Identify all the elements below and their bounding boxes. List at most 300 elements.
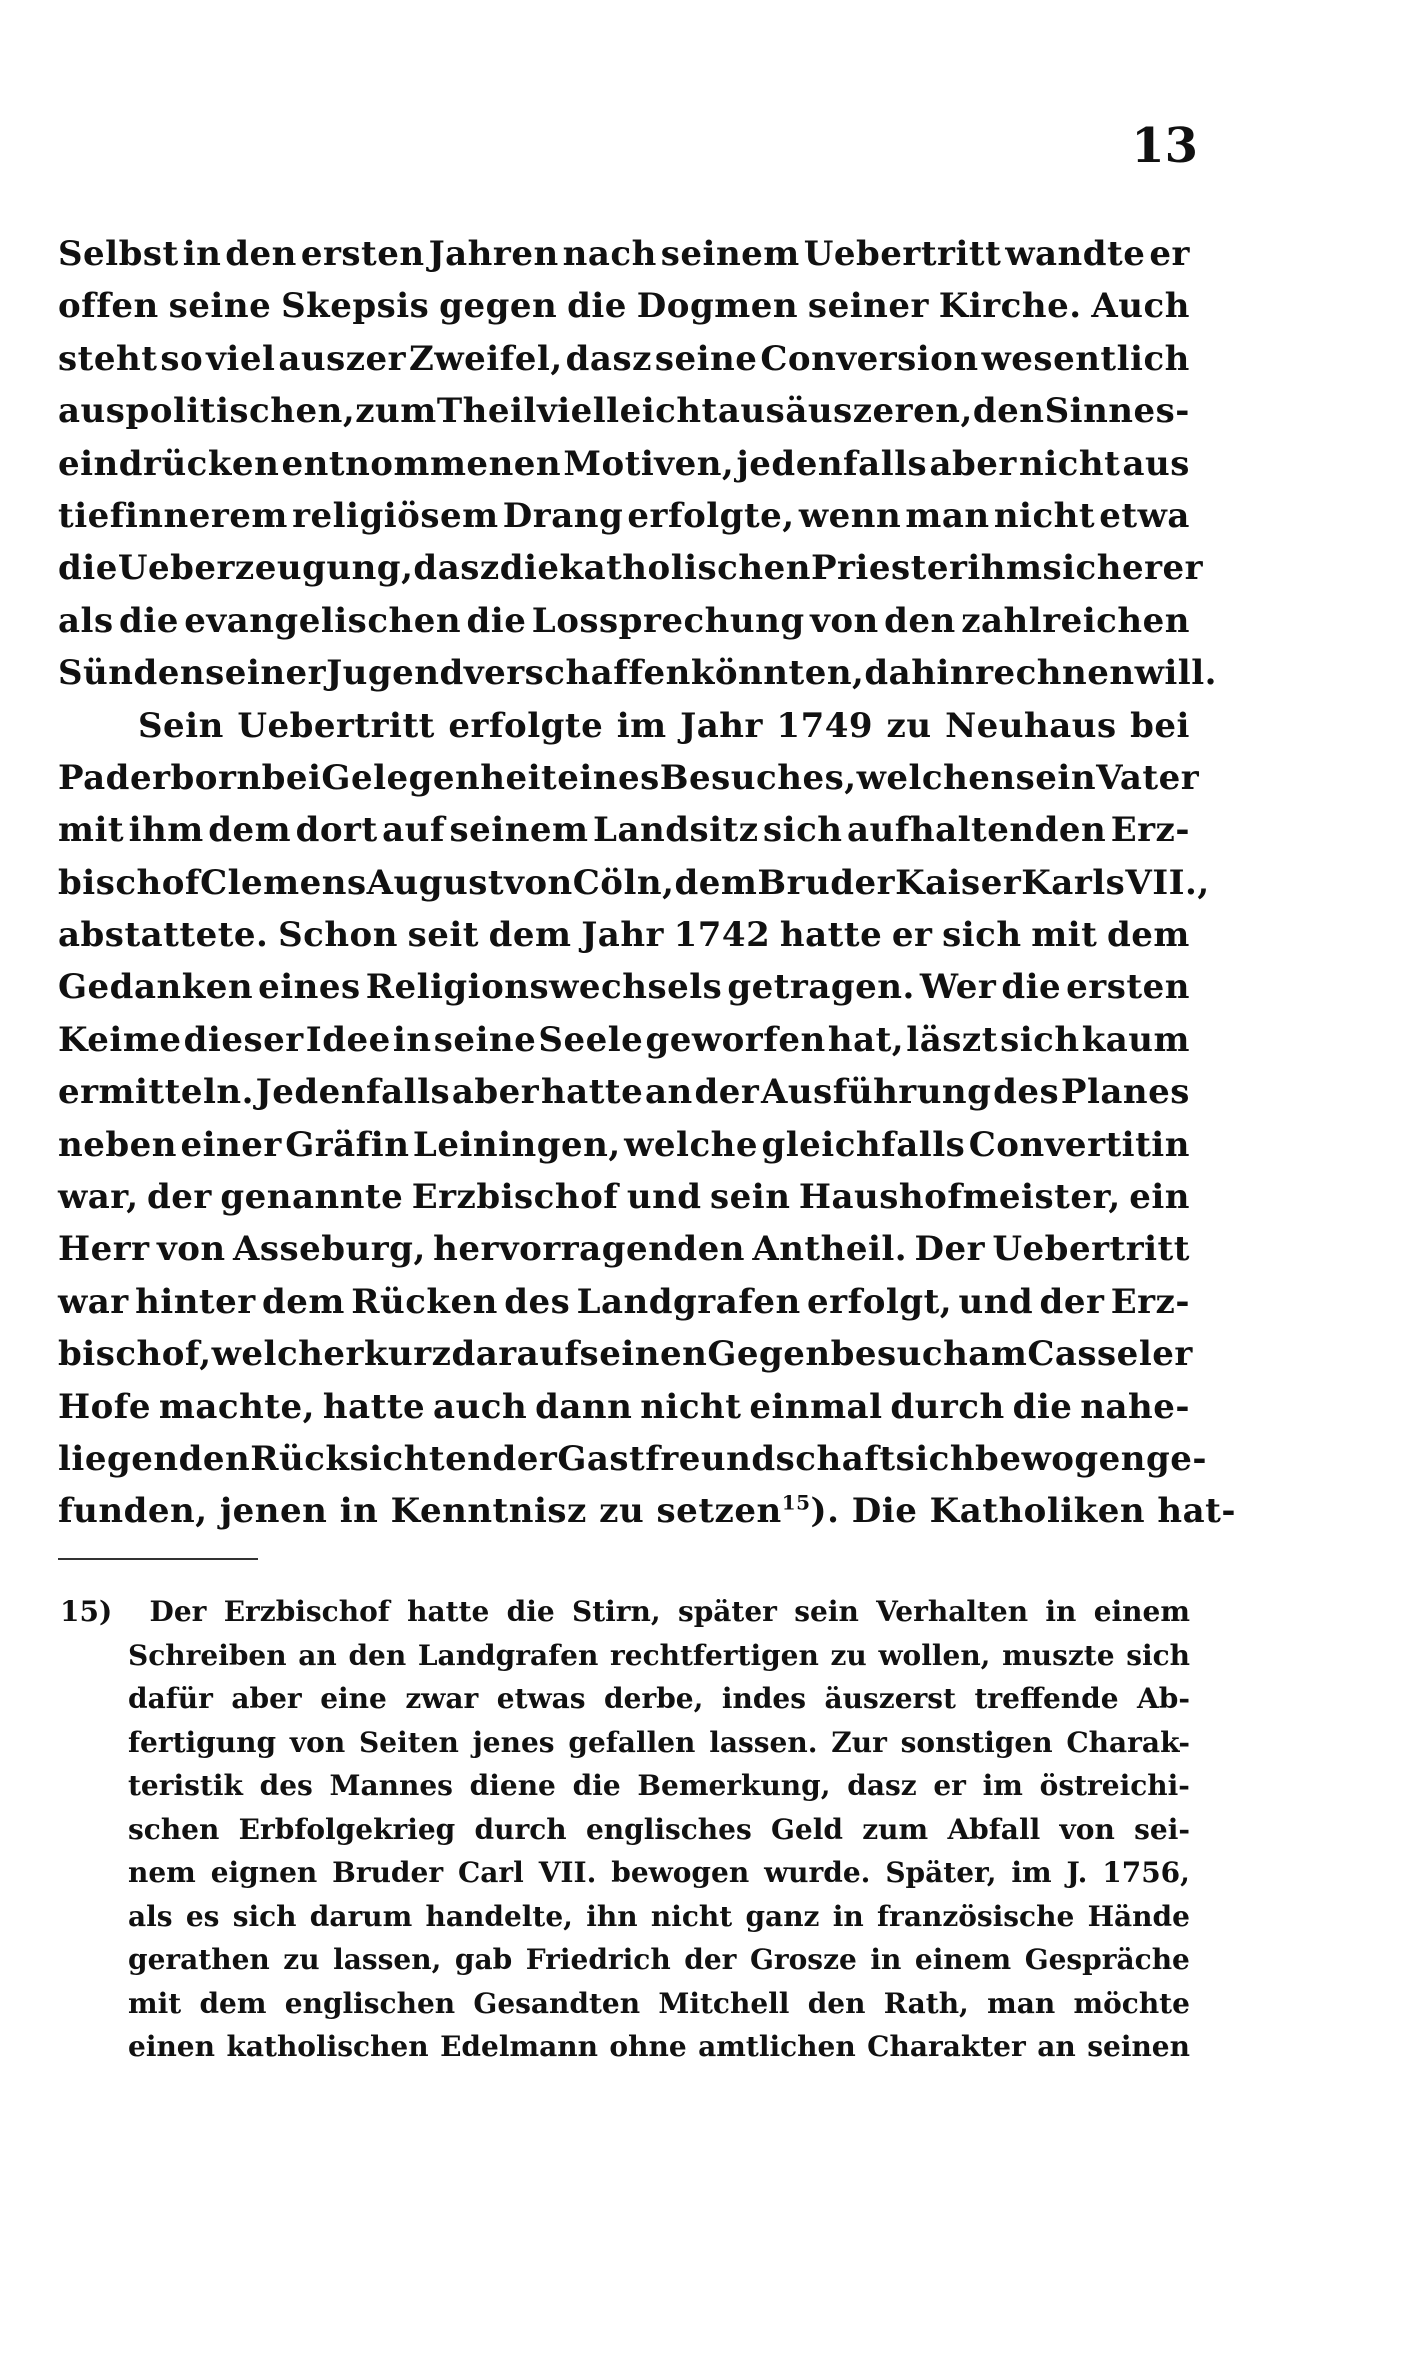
text-line [58,280,1190,332]
word: dafür [128,1682,213,1715]
word: verschaffen [463,653,691,694]
word: sich [942,915,1022,956]
word: teristik [128,1769,243,1802]
word: Vater [1096,757,1200,798]
word: hatte [407,1595,490,1628]
word: zu [886,705,932,746]
word: sich [1126,1638,1190,1672]
word: und [626,1177,702,1218]
word: der [492,1438,558,1479]
word: Uebertritt [992,1229,1190,1270]
word: hervorragenden [433,1229,745,1270]
word: Idee [305,1019,391,1060]
word: seinen [579,1334,708,1375]
word: seiner [807,286,929,327]
word: abstattete. [58,915,269,956]
word: darauf [451,1334,580,1375]
text-line [58,857,1210,909]
word: gleichfalls [761,1124,966,1165]
word: dahin [864,653,976,694]
word: Keime [58,1019,182,1060]
word: Bemerkung, [637,1769,831,1802]
word: evangelischen [184,600,462,641]
word: aus [717,391,786,432]
word: Gastfreundschaft [557,1438,896,1479]
word: seit [407,915,479,956]
word: äuszeren, [785,391,973,432]
word: seine [433,1019,537,1060]
word: seiner [205,653,327,694]
word: nicht [650,1899,733,1933]
word: Zweifel, [409,338,563,379]
word: Planes [1060,1072,1190,1113]
word: nicht [640,1386,742,1427]
word: in [1045,1595,1077,1628]
word: Sünden [58,653,206,694]
word: zu [283,1943,320,1976]
footnotes [60,1590,1190,2069]
word: fertigung [128,1725,277,1759]
word: Ab- [1137,1682,1190,1715]
word: sein [1015,757,1097,798]
word: Ausführung [760,1072,992,1113]
word: Erz- [1110,1281,1190,1322]
word: dasz [565,338,652,379]
word: ersten [300,234,425,274]
word: Herr [58,1229,150,1270]
word: läszt [906,1019,998,1060]
word: indes [721,1682,807,1715]
word: sich [895,1438,976,1479]
word: als [128,1899,173,1933]
footnote-line [60,2025,1190,2069]
word: eignen [210,1856,318,1889]
word: Jahr [581,915,664,956]
word: ihm [128,810,204,851]
word: sein [710,1177,791,1218]
word: gerathen [128,1943,270,1976]
footnote-line [60,1982,1190,2026]
word: mit [58,810,125,851]
word: Neuhaus [945,705,1117,746]
word: rechtfertigen [610,1638,819,1672]
word: aber [451,1072,540,1113]
word: des [259,1769,313,1802]
text-line [58,1276,1190,1328]
word: Mitchell [658,1986,790,2020]
word: Sinnes- [1044,391,1190,432]
word: Karls [1021,862,1126,903]
word: der [147,1177,212,1218]
word: er [1149,234,1190,274]
word: ersten [1066,967,1190,1008]
word: dasz [413,548,500,589]
text-line [58,595,1190,647]
text-line [58,1223,1190,1275]
text-line [58,333,1190,385]
word: Landgrafen [576,1281,801,1322]
word: Auch [1091,286,1190,327]
word: an [298,1638,337,1672]
word: die [1012,1386,1073,1427]
word: Seiten [359,1725,459,1759]
word: Conversion [760,338,979,379]
word: jedenfalls [736,443,928,484]
word: Selbst [58,234,179,274]
word: man [987,1986,1056,2020]
word: die [1001,967,1062,1008]
word: 1749 [776,705,874,746]
word: nahe- [1080,1386,1190,1427]
word: vielleicht [536,391,718,432]
word: sein [794,1595,859,1628]
word: diene [469,1769,556,1802]
word: J. [1066,1856,1088,1889]
word: lassen. [709,1725,818,1759]
word: Edelmann [440,2030,598,2063]
word: die [567,286,627,327]
word: Friedrich [525,1943,671,1976]
word: auch [433,1386,528,1427]
word: Jedenfalls [255,1072,451,1113]
word: 1742 [673,915,771,956]
word: muszte [1002,1638,1115,1672]
word: Jahren [428,234,559,274]
word: ermitteln. [58,1072,254,1113]
word: 1756, [1102,1856,1190,1889]
word: Antheil. [752,1229,908,1270]
word: bewogen [611,1856,750,1889]
word: Gegenbesuch [707,1334,969,1375]
word: Wer [919,967,997,1008]
word: rechnen [975,653,1135,694]
word: Uebertritt [803,234,1002,274]
word: Dogmen [636,286,799,327]
word: Gesandten [473,1986,641,2020]
word: Erbfolgekrieg [238,1812,456,1846]
word: wandte [1005,234,1146,274]
word: hatte [322,1386,426,1427]
word: als [58,600,114,641]
footnote-marker: 15) [60,1595,113,1628]
word: Besuches, [659,757,857,798]
footnote-rule [58,1558,258,1560]
word: hatte [779,915,883,956]
word: ohne [609,2030,687,2063]
word: offen [58,286,159,327]
word: Seele [538,1019,644,1060]
word: englischen [284,1986,456,2020]
word: ganz [745,1899,820,1933]
text-line [58,961,1190,1013]
word: Hände [1087,1899,1190,1933]
word: geworfen [645,1019,826,1060]
word: Später, [885,1856,997,1889]
word: äuszerst [824,1682,956,1715]
word: zum [862,1812,929,1846]
word: einmal [749,1386,883,1427]
word: von [289,1725,346,1759]
word: Landsitz [593,810,759,851]
word: seinem [660,234,800,274]
word: Leiningen, [412,1124,621,1165]
word: hinter [135,1281,256,1322]
word: Religionswechsels [365,967,723,1008]
word: auf [382,810,446,851]
footnote-line [60,1938,1190,1982]
footnote-line [60,1851,1190,1895]
word: aus [1122,443,1190,484]
word: amtlichen [698,2030,856,2063]
word: katholischen [226,2030,429,2063]
word: jenes [472,1725,555,1759]
word: katholischen [559,548,811,589]
word: genannte [220,1177,404,1218]
word: möchte [1073,1986,1190,2020]
word: am [968,1334,1028,1375]
word: Jahr [680,705,763,746]
word: von [810,600,879,641]
text-line [58,1328,1193,1380]
word: Mannes [329,1769,453,1802]
word: er [891,915,933,956]
word: Grosze [749,1943,857,1976]
word: einem [1093,1595,1190,1628]
word: dem [1106,915,1190,956]
word: Rücksichten [250,1438,493,1479]
word: aus [58,391,126,432]
word: Charakter [867,2030,1026,2063]
word: liegenden [58,1438,251,1479]
word: der [694,1072,760,1113]
word: man [905,495,990,536]
word: gegen [439,286,558,327]
word: in [182,234,222,274]
word: derbe, [604,1682,704,1715]
text-line [58,1433,1208,1485]
text-line [58,542,1204,594]
page-number: 13 [1131,118,1198,174]
word: Lossprechung [531,600,805,641]
word: Hofe [58,1386,152,1427]
word: steht [58,338,158,379]
word: die [499,548,560,589]
text-line [58,1119,1190,1171]
word: sonstigen [900,1725,1053,1759]
word: ihm [967,548,1043,589]
text-span: funden, jenen in Kenntnisz zu setzen [58,1491,782,1532]
word: aufhaltenden [846,810,1107,851]
footnote-line [60,1721,1190,1765]
word: Casseler [1027,1334,1193,1375]
word: Bruder [757,862,896,903]
word: könnten, [690,653,865,694]
word: Gespräche [1024,1943,1190,1976]
word: bischof [58,862,201,903]
word: erfolgt, [807,1281,953,1322]
text-line [58,490,1190,542]
word: wurde. [764,1856,871,1889]
word: Erzbischof [411,1177,619,1218]
word: politischen, [125,391,356,432]
word: in [870,1943,902,1976]
word: gab [454,1943,513,1976]
word: aber [929,443,1017,484]
word: von [504,862,573,903]
word: des [993,1072,1060,1113]
word: die [506,1595,555,1628]
word: sich [232,1899,297,1933]
word: der [1039,1281,1105,1322]
word: war [58,1281,129,1322]
word: bei [261,757,322,798]
word: Charak- [1066,1725,1190,1759]
word: durch [890,1386,1005,1427]
word: Motiven, [563,443,735,484]
word: etwas [496,1682,586,1715]
word: machte, [158,1386,316,1427]
word: kurz [363,1334,452,1375]
word: sei- [1134,1812,1190,1846]
word: Sein [138,705,224,746]
word: Kaiser [895,862,1022,903]
word: die [466,600,527,641]
word: den [884,600,956,641]
word: entnommenen [281,443,562,484]
word: dem [199,1986,267,2020]
word: dem [488,915,572,956]
text-line [58,1485,1236,1537]
word: treffende [974,1682,1119,1715]
word: dort [295,810,378,851]
footnote-line [60,1677,1190,1721]
word: Zur [831,1725,887,1759]
word: handelte, [425,1899,573,1933]
word: Uebertritt [237,705,435,746]
text-line [58,1381,1190,1433]
text-line [58,438,1190,490]
word: nicht [1019,443,1121,484]
word: den [972,391,1045,432]
word: Skepsis [281,286,430,327]
word: Erz- [1110,810,1190,851]
word: eine [320,1682,387,1715]
word: sicherer [1042,548,1204,589]
text-line [58,385,1190,437]
word: Der [149,1595,207,1628]
word: seinen [1087,2030,1190,2063]
word: Bruder [332,1856,444,1889]
word: bei [1130,705,1190,746]
word: die [119,600,179,641]
text-span: ). Die Katholiken hat- [810,1491,1236,1532]
word: dem [674,862,758,903]
word: des [504,1281,571,1322]
footnote-line [60,1764,1190,1808]
word: religiösem [292,495,499,536]
word: von [1059,1812,1115,1846]
word: hatte [540,1072,644,1113]
word: seinem [449,810,589,851]
word: an [1037,2030,1076,2063]
word: von [156,1229,226,1270]
footnote-line [60,1895,1190,1939]
word: Rath, [883,1986,969,2020]
word: nem [128,1856,196,1889]
word: eines [557,757,660,798]
word: zahlreichen [961,600,1190,641]
word: dem [208,810,292,851]
word: im [1011,1856,1052,1889]
footnote-line [60,1634,1190,1678]
word: will. [1134,653,1217,694]
word: tiefinnerem [58,495,288,536]
word: nach [562,234,657,274]
word: sich [763,810,843,851]
text-line [58,1171,1190,1223]
text-line [58,804,1190,856]
word: es [185,1899,220,1933]
word: Ueberzeugung, [117,548,414,589]
word: Priester [810,548,968,589]
word: Jugend [326,653,464,694]
word: mit [128,1986,182,2020]
word: Gedanken [58,967,254,1008]
word: Der [914,1229,986,1270]
word: den [348,1638,407,1672]
word: VII., [1125,862,1210,903]
word: getragen. [727,967,915,1008]
word: im [982,1769,1023,1802]
word: dieser [183,1019,304,1060]
text-line [58,909,1190,961]
word: wenn [798,495,902,536]
word: Paderborn [58,757,262,798]
word: hat, [827,1019,905,1060]
word: Asseburg, [232,1229,426,1270]
word: der [684,1943,737,1976]
word: ein [1129,1177,1190,1218]
word: bewogen [975,1438,1147,1479]
word: erfolgte [448,705,604,746]
word: eines [258,967,361,1008]
word: Geld [771,1812,843,1846]
word: mit [1031,915,1098,956]
word: dann [535,1386,633,1427]
word: Cöln, [572,862,675,903]
word: durch [474,1812,567,1846]
word: Rücken [351,1281,498,1322]
word: Theil [436,391,537,432]
word: erfolgte, [627,495,795,536]
word: welche [624,1124,759,1165]
word: bischof, [58,1334,212,1375]
word: Erzbischof [223,1595,390,1628]
word: im [616,705,667,746]
word: welchen [856,757,1016,798]
footnote-line [60,1590,1190,1634]
word: die [572,1769,621,1802]
word: einen [128,2030,215,2063]
word: zu [830,1638,867,1672]
word: englisches [585,1812,752,1846]
word: Gräfin [285,1124,410,1165]
text-line [58,1066,1190,1118]
text-line [58,647,1217,699]
text-line [58,228,1190,280]
word: Carl [457,1856,524,1889]
word: Haushofmeister, [798,1177,1121,1218]
